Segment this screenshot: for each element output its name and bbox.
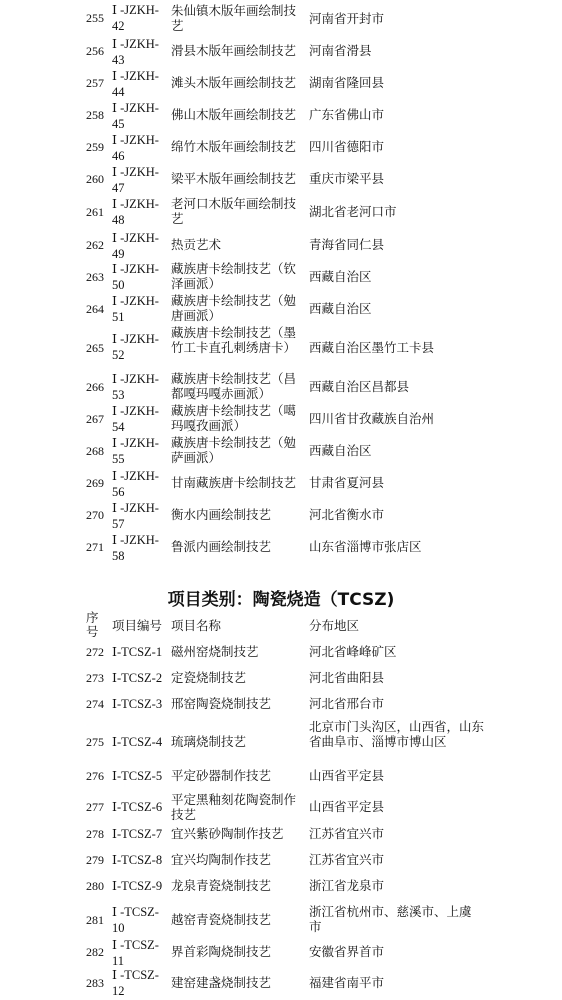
region: 河北省曲阳县 [309,670,385,685]
project-name: 界首彩陶烧制技艺 [171,944,272,959]
row-number: 259 [86,140,104,154]
row-number: 263 [86,270,104,284]
project-code: Ⅰ-TCSZ-8 [112,853,163,867]
table-row [0,230,562,260]
region: 山西省平定县 [309,799,385,814]
project-name: 藏族唐卡绘制技艺（钦泽画派） [171,261,297,291]
project-code: Ⅰ-TCSZ-2 [112,671,163,685]
row-number: 281 [86,913,104,927]
project-code: Ⅰ -JZKH- 46 [112,133,159,163]
project-name: 鲁派内画绘制技艺 [171,539,272,554]
row-number: 275 [86,735,104,749]
row-number: 278 [86,827,104,841]
region: 江苏省宜兴市 [309,852,385,867]
project-name: 甘南藏族唐卡绘制技艺 [171,475,297,490]
region: 福建省南平市 [309,975,385,990]
project-name: 老河口木版年画绘制技艺 [171,196,297,226]
project-name: 藏族唐卡绘制技艺（勉唐画派） [171,293,297,323]
row-number: 279 [86,853,104,867]
row-number: 267 [86,412,104,426]
region: 安徽省界首市 [309,944,385,959]
project-code: Ⅰ -JZKH- 51 [112,294,159,324]
region: 西藏自治区昌都县 [309,379,410,394]
project-name: 藏族唐卡绘制技艺（昌都嘎玛嘎赤画派） [171,371,297,401]
region: 河南省开封市 [309,11,385,26]
project-code: Ⅰ -JZKH- 58 [112,533,159,563]
region: 四川省甘孜藏族自治州 [309,411,435,426]
region: 湖南省隆回县 [309,75,385,90]
project-code: Ⅰ -JZKH- 49 [112,231,159,261]
table-row [0,371,562,403]
region: 河北省峰峰矿区 [309,644,397,659]
project-code: Ⅰ-TCSZ-1 [112,645,163,659]
table-row [0,641,562,667]
row-number: 280 [86,879,104,893]
row-number: 283 [86,976,104,990]
project-code: Ⅰ -TCSZ- 11 [112,938,159,968]
table-row [0,293,562,325]
project-name: 滩头木版年画绘制技艺 [171,75,297,90]
project-code: Ⅰ -JZKH- 45 [112,101,159,131]
project-name: 佛山木版年画绘制技艺 [171,107,297,122]
project-code: Ⅰ -JZKH- 55 [112,436,159,466]
project-name: 藏族唐卡绘制技艺（勉萨画派） [171,435,297,465]
table-row [0,261,562,293]
project-code: Ⅰ -JZKH- 53 [112,372,159,402]
project-name: 琉璃烧制技艺 [171,734,247,749]
table-row [0,0,562,34]
row-number: 269 [86,476,104,490]
project-name: 越窑青瓷烧制技艺 [171,912,272,927]
table-row [0,791,562,823]
project-name: 宜兴均陶制作技艺 [171,852,272,867]
region: 湖北省老河口市 [309,204,397,219]
table-header [0,611,562,641]
project-code: Ⅰ -JZKH- 42 [112,3,159,33]
project-code: Ⅰ -JZKH- 47 [112,165,159,195]
project-name: 梁平木版年画绘制技艺 [171,171,297,186]
project-code: Ⅰ-TCSZ-3 [112,697,163,711]
row-number: 270 [86,508,104,522]
table-row [0,325,562,371]
project-name: 衡水内画绘制技艺 [171,507,272,522]
row-number: 268 [86,444,104,458]
region: 重庆市梁平县 [309,171,385,186]
region: 河北省衡水市 [309,507,385,522]
region: 江苏省宜兴市 [309,826,385,841]
project-code: Ⅰ-TCSZ-5 [112,769,163,783]
table-row [0,100,562,130]
row-number: 277 [86,800,104,814]
table-row [0,196,562,228]
region: 西藏自治区 [309,301,372,316]
row-number: 274 [86,697,104,711]
project-code: Ⅰ -JZKH- 57 [112,501,159,531]
table-row [0,849,562,875]
row-number: 273 [86,671,104,685]
section-title: 项目类别：陶瓷烧造（TCSZ) [167,590,395,610]
table-row [0,967,562,999]
table-row [0,68,562,98]
row-number: 266 [86,380,104,394]
region: 广东省佛山市 [309,107,385,122]
row-number: 276 [86,769,104,783]
row-number: 264 [86,302,104,316]
project-code: Ⅰ-TCSZ-7 [112,827,163,841]
table-row [0,765,562,791]
project-name: 建窑建盏烧制技艺 [171,975,272,990]
region: 甘肃省夏河县 [309,475,385,490]
project-code: Ⅰ -TCSZ- 10 [112,905,159,935]
row-number: 271 [86,540,104,554]
region: 西藏自治区 [309,443,372,458]
row-number: 265 [86,341,104,355]
table-row [0,164,562,194]
region: 四川省德阳市 [309,139,385,154]
project-code: Ⅰ-TCSZ-6 [112,800,163,814]
header-name: 项目名称 [171,618,222,633]
header-number: 序号 [86,610,99,639]
project-name: 磁州窑烧制技艺 [171,644,259,659]
project-name: 平定黑釉刻花陶瓷制作技艺 [171,792,297,822]
table-row [0,693,562,719]
project-name: 宜兴紫砂陶制作技艺 [171,826,284,841]
table-row [0,719,562,765]
project-code: Ⅰ -JZKH- 52 [112,332,159,362]
table-row [0,468,562,498]
row-number: 282 [86,945,104,959]
table-row [0,532,562,562]
region: 河南省滑县 [309,43,372,58]
project-code: Ⅰ -JZKH- 43 [112,37,159,67]
project-code: Ⅰ-TCSZ-4 [112,735,163,749]
table-row [0,500,562,530]
project-name: 滑县木版年画绘制技艺 [171,43,297,58]
row-number: 257 [86,76,104,90]
table-row [0,435,562,467]
row-number: 261 [86,205,104,219]
project-name: 藏族唐卡绘制技艺（噶玛嘎孜画派） [171,403,297,433]
project-name: 朱仙镇木版年画绘制技艺 [171,3,297,33]
row-number: 256 [86,44,104,58]
region: 河北省邢台市 [309,696,385,711]
header-code: 项目编号 [112,618,163,633]
region: 山西省平定县 [309,768,385,783]
region: 西藏自治区墨竹工卡县 [309,340,435,355]
project-name: 藏族唐卡绘制技艺（墨竹工卡直孔刺绣唐卡） [171,325,297,355]
region: 浙江省杭州市、慈溪市、上虞市 [309,904,472,934]
region: 山东省淄博市张店区 [309,539,422,554]
project-name: 定瓷烧制技艺 [171,670,247,685]
project-code: Ⅰ-TCSZ-9 [112,879,163,893]
project-name: 平定砂器制作技艺 [171,768,272,783]
row-number: 262 [86,238,104,252]
table-row [0,403,562,435]
region: 青海省同仁县 [309,237,385,252]
project-code: Ⅰ -JZKH- 44 [112,69,159,99]
region: 浙江省龙泉市 [309,878,385,893]
row-number: 260 [86,172,104,186]
table-row [0,36,562,66]
table-row [0,875,562,901]
project-code: Ⅰ -JZKH- 56 [112,469,159,499]
table-row [0,823,562,849]
project-name: 热贡艺术 [171,237,222,252]
table-row [0,903,562,937]
table-row [0,937,562,967]
project-name: 邢窑陶瓷烧制技艺 [171,696,272,711]
table-row [0,667,562,693]
project-code: Ⅰ -JZKH- 54 [112,404,159,434]
project-name: 绵竹木版年画绘制技艺 [171,139,297,154]
project-code: Ⅰ -TCSZ- 12 [112,968,159,998]
row-number: 272 [86,645,104,659]
project-name: 龙泉青瓷烧制技艺 [171,878,272,893]
project-code: Ⅰ -JZKH- 48 [112,197,159,227]
region: 西藏自治区 [309,269,372,284]
row-number: 258 [86,108,104,122]
region: 北京市门头沟区，山西省，山东省曲阜市、淄博市博山区 [309,719,485,749]
header-region: 分布地区 [309,618,360,633]
table-row [0,132,562,162]
project-code: Ⅰ -JZKH- 50 [112,262,159,292]
row-number: 255 [86,11,104,25]
